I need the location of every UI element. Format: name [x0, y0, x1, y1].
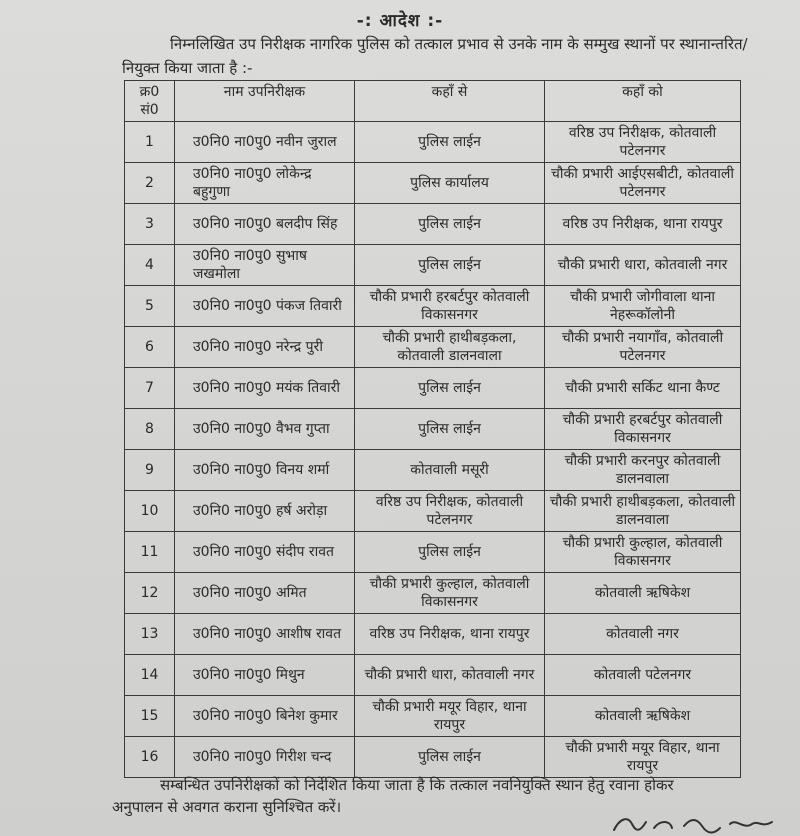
- table-row: [125, 696, 741, 737]
- cell-serial: 11: [125, 532, 175, 573]
- cell-from: पुलिस लाईन: [355, 532, 545, 573]
- cell-from: पुलिस लाईन: [355, 737, 545, 778]
- cell-serial: 8: [125, 409, 175, 450]
- cell-name: उ0नि0 ना0पु0 हर्ष अरोड़ा: [175, 491, 355, 532]
- cell-to: कोतवाली नगर: [545, 614, 741, 655]
- cell-to: चौकी प्रभारी हरबर्टपुर कोतवाली विकासनगर: [545, 409, 741, 450]
- cell-name: उ0नि0 ना0पु0 आशीष रावत: [175, 614, 355, 655]
- cell-name: उ0नि0 ना0पु0 अमित: [175, 573, 355, 614]
- cell-serial: 14: [125, 655, 175, 696]
- cell-name: उ0नि0 ना0पु0 वैभव गुप्ता: [175, 409, 355, 450]
- table-row: [125, 409, 741, 450]
- cell-to: चौकी प्रभारी जोगीवाला थाना नेहरूकॉलोनी: [545, 286, 741, 327]
- cell-to: चौकी प्रभारी करनपुर कोतवाली डालनवाला: [545, 450, 741, 491]
- cell-from: चौकी प्रभारी धारा, कोतवाली नगर: [355, 655, 545, 696]
- cell-to: कोतवाली ऋषिकेश: [545, 573, 741, 614]
- header-serial: क्र0 सं0: [125, 81, 175, 122]
- cell-serial: 16: [125, 737, 175, 778]
- cell-to: वरिष्ठ उप निरीक्षक, कोतवाली पटेलनगर: [545, 122, 741, 163]
- cell-from: पुलिस लाईन: [355, 122, 545, 163]
- table-row: [125, 491, 741, 532]
- header-from: कहाँ से: [355, 81, 545, 122]
- cell-serial: 6: [125, 327, 175, 368]
- table-header-row: [125, 81, 741, 122]
- footer-paragraph: सम्बन्धित उपनिरीक्षकों को निर्देशित किया जाता है कि तत्काल नवनियुक्ति स्थान हेतु रवाना होकर अनुपालन से अवगत कराना सुनिश्चित करें।: [112, 776, 674, 816]
- cell-serial: 12: [125, 573, 175, 614]
- cell-serial: 2: [125, 163, 175, 204]
- table-row: [125, 245, 741, 286]
- cell-serial: 4: [125, 245, 175, 286]
- cell-from: चौकी प्रभारी मयूर विहार, थाना रायपुर: [355, 696, 545, 737]
- cell-to: चौकी प्रभारी आईएसबीटी, कोतवाली पटेलनगर: [545, 163, 741, 204]
- cell-to: चौकी प्रभारी नयागाँव, कोतवाली पटेलनगर: [545, 327, 741, 368]
- cell-to: वरिष्ठ उप निरीक्षक, थाना रायपुर: [545, 204, 741, 245]
- cell-from: कोतवाली मसूरी: [355, 450, 545, 491]
- cell-from: पुलिस लाईन: [355, 409, 545, 450]
- cell-serial: 10: [125, 491, 175, 532]
- cell-name: उ0नि0 ना0पु0 सुभाष जखमोला: [175, 245, 355, 286]
- cell-to: कोतवाली ऋषिकेश: [545, 696, 741, 737]
- cell-name: उ0नि0 ना0पु0 लोकेन्द्र बहुगुणा: [175, 163, 355, 204]
- cell-serial: 15: [125, 696, 175, 737]
- cell-from: वरिष्ठ उप निरीक्षक, थाना रायपुर: [355, 614, 545, 655]
- table-row: [125, 327, 741, 368]
- cell-from: पुलिस लाईन: [355, 245, 545, 286]
- cell-name: उ0नि0 ना0पु0 गिरीश चन्द: [175, 737, 355, 778]
- cell-name: उ0नि0 ना0पु0 मयंक तिवारी: [175, 368, 355, 409]
- cell-name: उ0नि0 ना0पु0 विनय शर्मा: [175, 450, 355, 491]
- cell-name: उ0नि0 ना0पु0 संदीप रावत: [175, 532, 355, 573]
- cell-serial: 5: [125, 286, 175, 327]
- table-row: [125, 286, 741, 327]
- cell-to: चौकी प्रभारी मयूर विहार, थाना रायपुर: [545, 737, 741, 778]
- cell-from: पुलिस लाईन: [355, 204, 545, 245]
- cell-serial: 13: [125, 614, 175, 655]
- header-name: नाम उपनिरीक्षक: [175, 81, 355, 122]
- order-heading: -: आदेश :-: [356, 11, 444, 31]
- cell-name: उ0नि0 ना0पु0 बलदीप सिंह: [175, 204, 355, 245]
- signature-icon: [610, 812, 780, 836]
- cell-name: उ0नि0 ना0पु0 नरेन्द्र पुरी: [175, 327, 355, 368]
- cell-to: चौकी प्रभारी सर्किट थाना कैण्ट: [545, 368, 741, 409]
- cell-from: चौकी प्रभारी कुल्हाल, कोतवाली विकासनगर: [355, 573, 545, 614]
- table-row: [125, 368, 741, 409]
- cell-to: चौकी प्रभारी धारा, कोतवाली नगर: [545, 245, 741, 286]
- cell-from: पुलिस लाईन: [355, 368, 545, 409]
- table-row: [125, 614, 741, 655]
- cell-serial: 7: [125, 368, 175, 409]
- cell-name: उ0नि0 ना0पु0 बिनेश कुमार: [175, 696, 355, 737]
- cell-to: चौकी प्रभारी हाथीबड़कला, कोतवाली डालनवाला: [545, 491, 741, 532]
- cell-serial: 9: [125, 450, 175, 491]
- transfer-table: [124, 80, 741, 778]
- cell-name: उ0नि0 ना0पु0 मिथुन: [175, 655, 355, 696]
- cell-from: चौकी प्रभारी हाथीबड़कला, कोतवाली डालनवाला: [355, 327, 545, 368]
- intro-paragraph: निम्नलिखित उप निरीक्षक नागरिक पुलिस को तत्काल प्रभाव से उनके नाम के सम्मुख स्थानों पर स्थानान्तरित/नियुक्त किया जाता है :-: [122, 35, 748, 77]
- table-row: [125, 655, 741, 696]
- cell-to: कोतवाली पटेलनगर: [545, 655, 741, 696]
- table-row: [125, 737, 741, 778]
- table-row: [125, 122, 741, 163]
- cell-from: वरिष्ठ उप निरीक्षक, कोतवाली पटेलनगर: [355, 491, 545, 532]
- table-row: [125, 532, 741, 573]
- cell-serial: 1: [125, 122, 175, 163]
- table-row: [125, 204, 741, 245]
- cell-from: पुलिस कार्यालय: [355, 163, 545, 204]
- cell-name: उ0नि0 ना0पु0 पंकज तिवारी: [175, 286, 355, 327]
- cell-to: चौकी प्रभारी कुल्हाल, कोतवाली विकासनगर: [545, 532, 741, 573]
- table-row: [125, 450, 741, 491]
- table-row: [125, 163, 741, 204]
- cell-from: चौकी प्रभारी हरबर्टपुर कोतवाली विकासनगर: [355, 286, 545, 327]
- cell-name: उ0नि0 ना0पु0 नवीन जुराल: [175, 122, 355, 163]
- cell-serial: 3: [125, 204, 175, 245]
- table-row: [125, 573, 741, 614]
- header-to: कहाँ को: [545, 81, 741, 122]
